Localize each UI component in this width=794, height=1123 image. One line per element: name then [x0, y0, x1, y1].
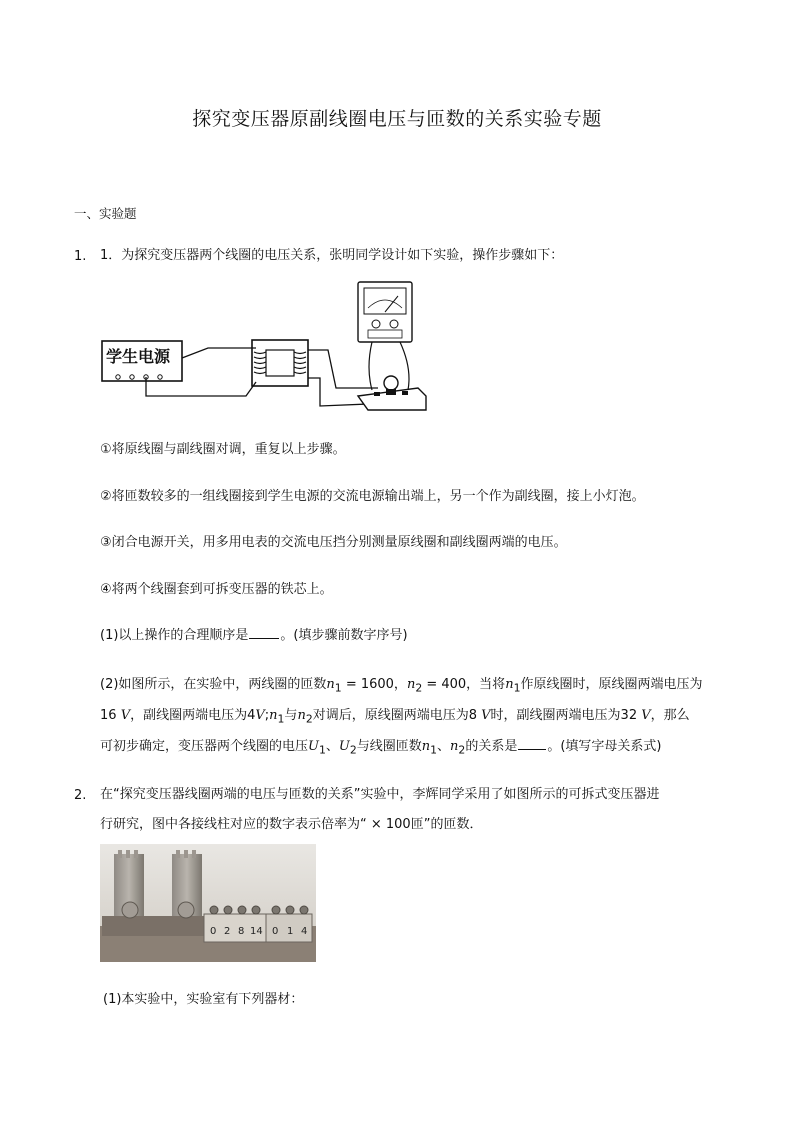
terminal-label-0b: 0 [272, 926, 279, 937]
bolt-right [178, 902, 194, 918]
terminal-label-2: 2 [224, 926, 231, 937]
question-1-part-2-line-3: 可初步确定，变压器两个线圈的电压$U_1$、$U_2$与线圈匝数$n_1$、$n_2$的关系是 。(填写字母关系式) [100, 739, 662, 757]
step-2: ②将匝数较多的一组线圈接到学生电源的交流电源输出端上，另一个作为副线圈，接上小灯泡。 [100, 489, 645, 504]
terminal-label-14: 14 [250, 926, 263, 937]
power-supply-label: 学生电源 [106, 347, 171, 366]
question-1-part-2-line-1: (2)如图所示，在实验中，两线圈的匝数$n_1 = 1600$，$n_2 = 400$，当将$n_1$作原线圈时，原线圈两端电压为 [100, 677, 703, 695]
question-2-line-1: 在“探究变压器线圈两端的电压与匝数的关系”实验中，李辉同学采用了如图所示的可拆式变压器进 [100, 787, 660, 802]
transformer-photo [100, 844, 316, 962]
circuit-figure [96, 278, 436, 414]
step-4: ④将两个线圈套到可拆变压器的铁芯上。 [100, 582, 333, 597]
answer-blank-1[interactable] [249, 626, 279, 639]
multimeter-lead-2 [400, 342, 409, 390]
bolt-left [122, 902, 138, 918]
question-2-number: 2. [74, 788, 87, 803]
question-2-line-2: 行研究，图中各接线柱对应的数字表示倍率为“ × 100匝”的匝数． [100, 817, 483, 832]
question-1-intro: 1．为探究变压器两个线圈的电压关系，张明同学设计如下实验，操作步骤如下： [100, 248, 564, 263]
terminal-label-1: 1 [287, 926, 294, 937]
page-title: 探究变压器原副线圈电压与匝数的关系实验专题 [192, 108, 602, 130]
terminal-label-4: 4 [301, 926, 308, 937]
step-3: ③闭合电源开关，用多用电表的交流电压挡分别测量原线圈和副线圈两端的电压。 [100, 535, 567, 550]
terminal-label-0: 0 [210, 926, 217, 937]
multimeter-dial [364, 288, 406, 314]
step-1: ①将原线圈与副线圈对调，重复以上步骤。 [100, 442, 346, 457]
question-2-part-1: (1)本实验中，实验室有下列器材： [103, 992, 304, 1007]
wire-to-bulb-top [308, 350, 378, 388]
multimeter-lead-1 [369, 342, 372, 390]
question-1-number: 1. [74, 249, 87, 264]
core-base [102, 916, 216, 936]
secondary-coil [294, 352, 306, 374]
transformer-core-inner [266, 350, 294, 376]
question-1-part-1: (1)以上操作的合理顺序是 。(填步骤前数字序号) [100, 628, 408, 643]
bulb [384, 376, 398, 390]
section-heading: 一、实验题 [74, 206, 137, 221]
terminal-label-8: 8 [238, 926, 245, 937]
answer-blank-2[interactable] [518, 737, 546, 750]
question-1-part-2-line-2: 16 V，副线圈两端电压为$4V;n_1$与$n_2$对调后，原线圈两端电压为8 V时，副线圈两端电压为32 V，那么 [100, 708, 690, 726]
wire-supply-top [182, 348, 256, 358]
primary-coil [254, 352, 266, 374]
